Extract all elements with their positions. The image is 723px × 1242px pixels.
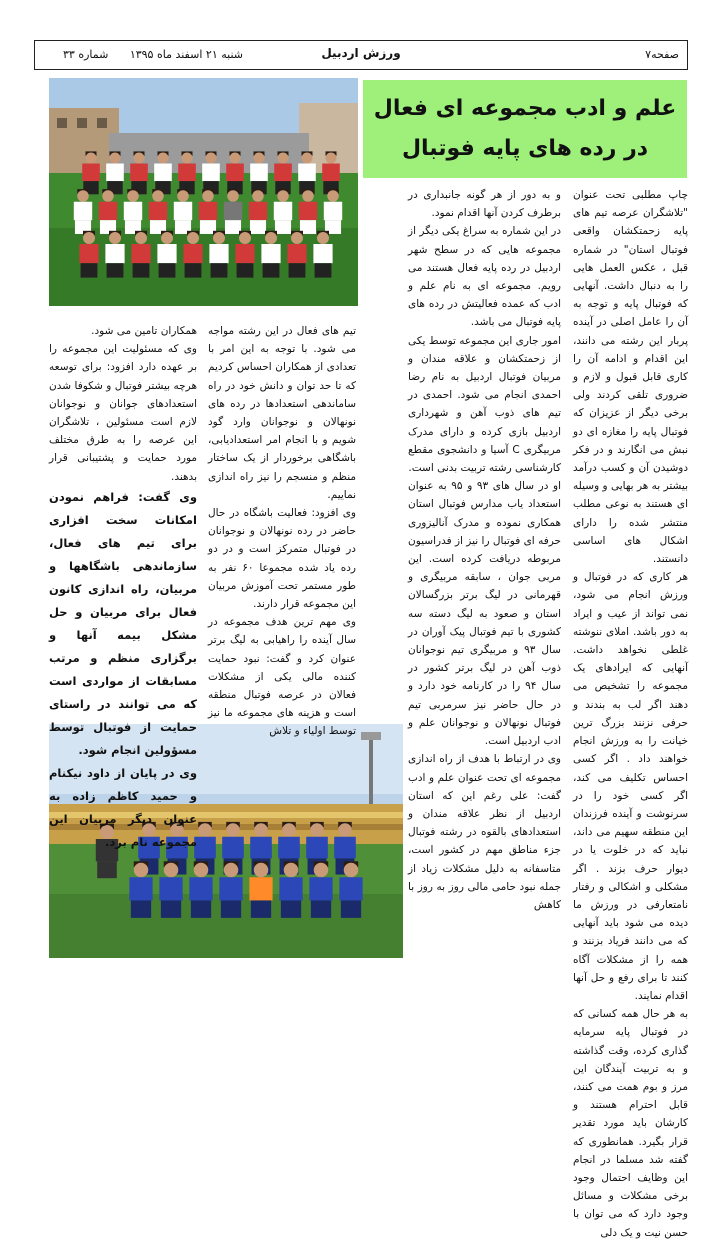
issue-date: شنبه ۲۱ اسفند ماه ۱۳۹۵ <box>129 48 243 61</box>
bold-paragraph: وی در پایان از داود نیکنام و حمید کاظم زاده به عنوان دیگر مربیان این مجموعه نام برد. <box>49 765 197 849</box>
headline-line-1: علم و ادب مجموعه ای فعال <box>373 96 677 121</box>
bold-paragraph: وی گفت: فراهم نمودن امکانات سخت افزاری برای تیم های فعال، سازماندهی باشگاهها و مربیان، راه اندازی کانون فعال برای مربیان و حل مشکل بیمه آنها و برگزاری منظم و مرتب مسابقات از مواردی است که می توانند در راستای حمایت از فوتبال توسط مسؤولین انجام شود. <box>49 489 197 757</box>
page-header <box>34 40 688 70</box>
article-column-3 <box>208 322 356 738</box>
section-title: ورزش اردبیل <box>321 46 401 60</box>
paragraph: در این شماره به سراغ یکی دیگر از مجموعه هایی که در سطح شهر اردبیل در رده پایه فعال هستند می رویم. مجموعه ای به نام علم و ادب که عمده فعالیتش در رده های پایه فوتبال می باشد. <box>408 225 561 329</box>
paragraph: وی که مسئولیت این مجموعه را بر عهده دارد افزود: برای توسعه هرچه بیشتر فوتبال و شکوفا شدن استعدادهای جوانان و نوجوانان لازم است مسئولین ، تلاشگران این عرصه را به طرق مختلف مورد حمایت و پشتیبانی قرار بدهند. <box>49 343 197 483</box>
paragraph: همکاران تامین می شود. <box>91 325 197 337</box>
headline-box <box>363 80 687 178</box>
issue-number: شماره ۳۳ <box>63 48 109 61</box>
article-column-4 <box>49 322 197 849</box>
paragraph: امور جاری این مجموعه توسط یکی از زحمتکشان و علاقه مندان و مربیان فوتبال اردبیل به نام رضا احمدی انجام می شود. احمدی در تیم های ذوب آهن و شهرداری اردبیل بازی کرده و دارای مدرک مربیگری C آسیا و دانشجوی مقطع کارشناسی رشته تربیت بدنی است. <box>408 334 561 475</box>
paragraph: وی مهم ترین هدف مجموعه در سال آینده را راهیابی به لیگ برتر عنوان کرد و گفت: نبود حمایت کننده مالی یکی از مشکلات فعالان در عرصه فوتبال منطقه است و هزینه های مجموعه ما نیز توسط اولیاء و تلاش <box>208 616 356 738</box>
paragraph: به هر حال همه کسانی که در فوتبال پایه سرمایه گذاری کرده، وقت گذاشته و به تربیت آیندگان این مرز و بوم همت می کنند، قابل احترام هستند و کارشان باید مورد تقدیر قرار بگیرد. همانطوری که گفته شد مسلما در انجام این وظایف احتمال وجود برخی مشکلات و مسائل وجود دارد که می توان با حسن نیت و یک دلی <box>573 1008 688 1239</box>
paragraph: وی افزود: فعالیت باشگاه در حال حاضر در رده نونهالان و نوجوانان در فوتبال متمرکز است و در دو رده یاد شده مجموعا ۶۰ نفر به طور مستمر تحت آموزش مربیان این مجموعه قرار دارند. <box>208 507 356 611</box>
paragraph: او در سال های ۹۳ و ۹۵ به عنوان استعداد یاب مدارس فوتبال استان همکاری نموده و مدرک آنالیزوری حرفه ای فوتبال را نیز از فدراسیون مربوطه دریافت کرده است. این مربی جوان ، سابقه مربیگری و قهرمانی در لیگ برتر بزرگسالان استان و صعود به لیگ دسته سه کشوری با تیم فوتبال پیک آوران در سال ۹۳ و مربیگری تیم نوجوانان ذوب آهن در لیگ برتر کشور در سال ۹۴ را در کارنامه خود دارد و در حال حاضر نیز سرمربی تیم فوتبال نونهالان و نوجوانان علم و ادب اردبیل است. <box>408 480 562 748</box>
paragraph: چاپ مطلبی تحت عنوان "تلاشگران عرصه تیم های پایه زحمتکشان واقعی فوتبال استان" در شماره قبل ، عکس العمل هایی را به دنبال داشت. آنهایی که فوتبال پایه و توجه به آن را عامل اصلی در آینده پربار این رشته می دانند، این اقدام و ادامه آن را کاری قابل قبول و لازم و ضروری تلقی کردند ولی برخی دیگر از عزیزان که فوتبال پایه را مغازه ای دو نبش می انگارند و در فکر دوشیدن آن و کسب درآمد بیشتر به هر بهایی و وسیله ای هستند به نوعی مطلب منتشر شده را دارای اشکال های اساسی دانستند. <box>573 189 688 566</box>
article-column-1 <box>573 186 688 1239</box>
paragraph: تیم های فعال در این رشته مواجه می شود. با توجه به این امر با تعدادی از همکاران احساس کردیم که تا حد توان و دانش خود در راه ساماندهی استعدادها در رده های نونهالان و نوجوانان وارد گود شویم و با انجام امر استعدادیابی، باشگاهی برخوردار از یک ساختار منظم و منسجم را نیز راه اندازی نماییم. <box>208 325 356 501</box>
team-photo-red-kits <box>49 78 358 306</box>
issue-info <box>45 48 243 61</box>
paragraph: وی در ارتباط با هدف از راه اندازی مجموعه ای تحت عنوان علم و ادب گفت: علی رغم این که استان اردبیل از نظر علاقه مندان و استعدادهای بالقوه در رشته فوتبال جزء مناطق مهم در کشور است، متاسفانه به دلیل مشکلات زیاد از جمله نبود حامی مالی روز به روز با کاهش <box>408 753 561 911</box>
page-number: صفحه۷ <box>645 48 679 61</box>
paragraph: و به دور از هر گونه جانبداری در برطرف کردن آنها اقدام نمود. <box>408 189 561 220</box>
headline-line-2: در رده های پایه فوتبال <box>401 136 649 161</box>
paragraph: هر کاری که در فوتبال و ورزش انجام می شود، نمی تواند از عیب و ایراد به دور باشد. املای ننوشته غلطی نخواهد داشت. آنهایی که ایرادهای یک مجموعه را تشخیص می دهند اگر لب به بندند و حرفی نزنند بزرگ ترین خیانت را به ورزش انجام خواهند داد . اگر کسی احساس تکلیف می کند، اگر کسی خود را در سرنوشت و آینده فرزندان این منطقه سهیم می داند، نباید که در خلوت یا در دیوار حرف بزند . اگر مشکلی و اشکالی و رفتار نامتعارفی در ورزش ما دیده می شود باید آنهایی که می دانند فریاد بزنند و همه را از مشکلات آگاه کنند تا برای رفع و حل آنها اقدام نمایند. <box>573 571 688 1002</box>
article-column-2 <box>408 186 561 958</box>
